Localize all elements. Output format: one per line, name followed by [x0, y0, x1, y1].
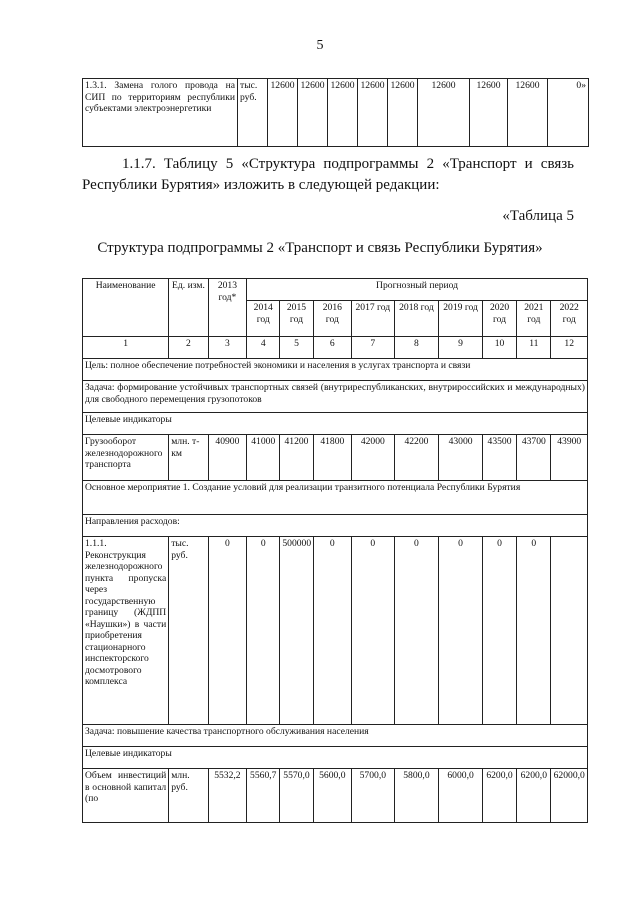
column-number: 12: [551, 337, 588, 359]
reconstruction-value: 0: [313, 537, 351, 725]
freight-value: 41200: [280, 435, 313, 481]
investment-value: 5532,2: [208, 769, 246, 823]
column-number: 5: [280, 337, 313, 359]
investment-value: 62000,0: [551, 769, 588, 823]
header-year: 2017 год: [352, 301, 395, 337]
column-number: 9: [439, 337, 483, 359]
freight-value: 41000: [247, 435, 280, 481]
top-row-value: 12600: [268, 79, 298, 147]
table-caption: Структура подпрограммы 2 «Транспорт и связь Республики Бурятия»: [97, 240, 543, 256]
measure-row: Основное мероприятие 1. Создание условий для реализации транзитного потенциала Республики Бурятия: [83, 481, 588, 515]
freight-unit: млн. т-км: [169, 435, 208, 481]
column-number: 7: [352, 337, 395, 359]
indicators-row: Целевые индикаторы: [83, 747, 588, 769]
freight-value: 42200: [394, 435, 439, 481]
reconstruction-value: 0: [517, 537, 551, 725]
freight-value: 43500: [482, 435, 516, 481]
investment-value: 5570,0: [280, 769, 313, 823]
freight-value: 43000: [439, 435, 483, 481]
header-base-year: 2013 год*: [208, 279, 246, 337]
column-number: 6: [313, 337, 351, 359]
column-number: 11: [517, 337, 551, 359]
investment-value: 5700,0: [352, 769, 395, 823]
reconstruction-value: 0: [352, 537, 395, 725]
indicators-row: Целевые индикаторы: [83, 413, 588, 435]
column-number: 1: [83, 337, 169, 359]
top-row-value: 0»: [548, 79, 589, 147]
freight-value: 43700: [517, 435, 551, 481]
top-row-unit: тыс. руб.: [238, 79, 268, 147]
freight-name: Грузооборот железнодорожного транспорта: [83, 435, 169, 481]
freight-value: 42000: [352, 435, 395, 481]
investment-value: 5600,0: [313, 769, 351, 823]
task-row: Задача: повышение качества транспортного обслуживания населения: [83, 725, 588, 747]
top-row-value: 12600: [298, 79, 328, 147]
amendment-paragraph: 1.1.7. Таблицу 5 «Структура подпрограммы 2 «Транспорт и связь Республики Бурятия» изложить в следующей редакции:: [82, 156, 574, 193]
structure-table: [82, 278, 588, 823]
top-row-value: 12600: [358, 79, 388, 147]
top-row-value: 12600: [470, 79, 508, 147]
expenses-row: Направления расходов:: [83, 515, 588, 537]
task-row: Задача: формирование устойчивых транспортных связей (внутриреспубликанских, внутрироссийских и международных) для свободного перемещения грузопотоков: [83, 381, 588, 413]
table-reference: «Таблица 5: [502, 208, 574, 224]
header-year: 2021 год: [517, 301, 551, 337]
header-year: 2018 год: [394, 301, 439, 337]
column-number: 10: [482, 337, 516, 359]
reconstruction-value: [551, 537, 588, 725]
header-year: 2015 год: [280, 301, 313, 337]
investment-value: 5560,7: [247, 769, 280, 823]
header-year: 2014 год: [247, 301, 280, 337]
reconstruction-value: 0: [247, 537, 280, 725]
reconstruction-value: 0: [439, 537, 483, 725]
freight-value: 40900: [208, 435, 246, 481]
column-number: 3: [208, 337, 246, 359]
reconstruction-value: 0: [394, 537, 439, 725]
reconstruction-value: 500000: [280, 537, 313, 725]
header-year: 2020 год: [482, 301, 516, 337]
column-number: 4: [247, 337, 280, 359]
top-row-name: 1.3.1. Замена голого провода на СИП по территориям республики субъектами электроэнергетики: [83, 79, 238, 147]
goal-row: Цель: полное обеспечение потребностей экономики и населения в услугах транспорта и связи: [83, 359, 588, 381]
freight-value: 43900: [551, 435, 588, 481]
top-row-value: 12600: [388, 79, 418, 147]
reconstruction-unit: тыс. руб.: [169, 537, 208, 725]
top-continuation-table: [82, 78, 589, 147]
investment-name: Объем инвестиций в основной капитал (по: [83, 769, 169, 823]
reconstruction-value: 0: [482, 537, 516, 725]
column-number: 8: [394, 337, 439, 359]
header-year: 2022 год: [551, 301, 588, 337]
header-year: 2019 год: [439, 301, 483, 337]
top-row-value: 12600: [418, 79, 470, 147]
column-number: 2: [169, 337, 208, 359]
top-row-value: 12600: [508, 79, 548, 147]
header-unit: Ед. изм.: [169, 279, 208, 337]
header-name: Наименование: [83, 279, 169, 337]
page-number: 5: [316, 38, 324, 53]
investment-value: 6200,0: [482, 769, 516, 823]
investment-unit: млн. руб.: [169, 769, 208, 823]
header-forecast: Прогнозный период: [247, 279, 588, 301]
top-row-value: 12600: [328, 79, 358, 147]
investment-value: 5800,0: [394, 769, 439, 823]
reconstruction-name: 1.1.1. Реконструкция железнодорожного пункта пропуска через государственную границу (ЖДПП «Наушки») в части приобретения стационарного инспекторского досмотрового комплекса: [83, 537, 169, 725]
investment-value: 6000,0: [439, 769, 483, 823]
freight-value: 41800: [313, 435, 351, 481]
investment-value: 6200,0: [517, 769, 551, 823]
reconstruction-value: 0: [208, 537, 246, 725]
header-year: 2016 год: [313, 301, 351, 337]
